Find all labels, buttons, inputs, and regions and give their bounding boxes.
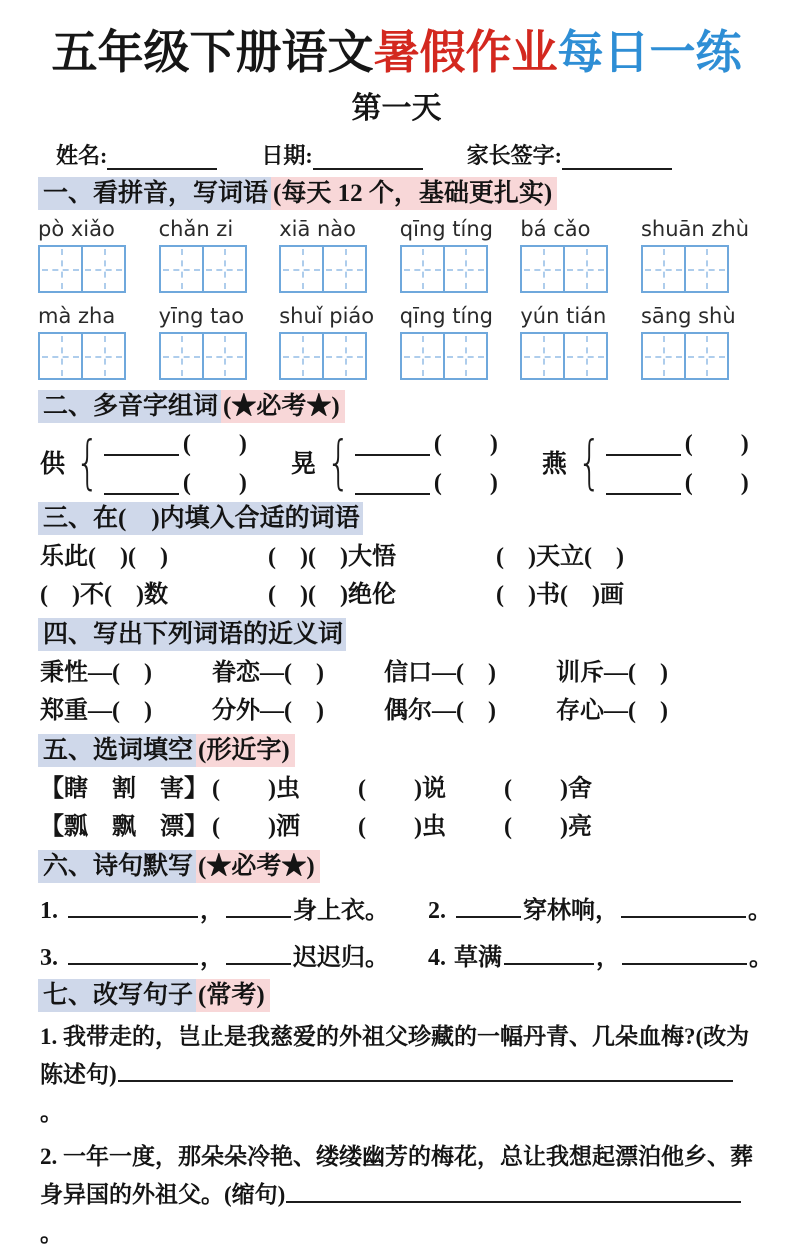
pinyin-label: yún tián bbox=[520, 303, 607, 328]
rewrite-item-number: 1. bbox=[40, 1024, 58, 1050]
writing-box-cell[interactable] bbox=[161, 334, 202, 378]
synonym-item[interactable]: 信口—( ) bbox=[384, 660, 496, 687]
pinyin-label: yīng tao bbox=[158, 303, 245, 328]
writing-box-pair[interactable] bbox=[641, 245, 729, 293]
name-field bbox=[56, 139, 217, 170]
pinyin-label: qīng tíng bbox=[399, 303, 493, 328]
multi-pronunciation-row bbox=[40, 429, 755, 495]
idiom-fill-item[interactable]: ( )( )大悟 bbox=[268, 544, 396, 571]
poem-item-number: 1. bbox=[40, 898, 58, 925]
pinyin-item bbox=[279, 216, 393, 293]
poem-text: 身上衣。 bbox=[293, 898, 389, 925]
rewrite-item-number: 2. bbox=[40, 1144, 58, 1170]
poem-text: 。 bbox=[749, 945, 773, 972]
poem-text: 。 bbox=[748, 898, 772, 925]
parent-signature-field bbox=[467, 139, 672, 170]
multichar-blank-row bbox=[104, 468, 247, 495]
writing-box-cell[interactable] bbox=[402, 247, 443, 291]
word-choice-item[interactable]: ( )说 bbox=[358, 776, 446, 803]
name-label: 姓名: bbox=[56, 142, 108, 168]
writing-box-cell[interactable] bbox=[402, 334, 443, 378]
poem-text: 迟迟归。 bbox=[293, 945, 389, 972]
section5-heading bbox=[38, 734, 755, 768]
word-choice-row bbox=[40, 812, 755, 842]
section1-heading bbox=[38, 177, 755, 211]
pinyin-label: qīng tíng bbox=[399, 216, 493, 241]
title-segment-red: 暑假作业 bbox=[373, 25, 558, 79]
multichar-character: 燕 bbox=[541, 451, 567, 479]
pinyin-item bbox=[520, 216, 634, 293]
writing-box-pair[interactable] bbox=[279, 332, 367, 380]
idiom-fill-row bbox=[40, 542, 755, 572]
poem-blank-line[interactable] bbox=[621, 891, 746, 918]
writing-box-pair[interactable] bbox=[400, 245, 488, 293]
rewrite-sentence: 一年一度，那朵朵冷艳、缕缕幽芳的梅花，总让我想起漂泊他乡、葬身异国的外祖父。(缩句) bbox=[40, 1144, 753, 1208]
writing-box-pair[interactable] bbox=[159, 245, 247, 293]
multichar-blank-row bbox=[606, 429, 749, 456]
pinyin-label: mà zha bbox=[38, 303, 116, 328]
section6-heading-main: 六、诗句默写 bbox=[38, 850, 196, 883]
writing-box-pair[interactable] bbox=[400, 332, 488, 380]
section2-heading bbox=[38, 390, 755, 424]
pinyin-label: sāng shù bbox=[640, 303, 736, 328]
word-blank-line[interactable] bbox=[104, 429, 179, 456]
poem-text: 草满 bbox=[454, 945, 502, 972]
pinyin-label: shuān zhù bbox=[640, 216, 750, 241]
pinyin-row-1 bbox=[38, 216, 755, 293]
pinyin-item bbox=[400, 303, 514, 380]
poem-item-3 bbox=[40, 937, 428, 972]
rewrite-sentence: 我带走的，岂止是我慈爱的外祖父珍藏的一幅丹青、几朵血梅?(改为陈述句) bbox=[40, 1024, 750, 1088]
poem-blank-line[interactable] bbox=[504, 938, 594, 965]
paren-blank[interactable]: ( ) bbox=[684, 431, 749, 458]
synonym-item[interactable]: 分外—( ) bbox=[212, 698, 324, 725]
brace-glyph: { bbox=[75, 428, 100, 497]
writing-box-pair[interactable] bbox=[279, 245, 367, 293]
idiom-fill-item[interactable]: ( )( )绝伦 bbox=[268, 582, 396, 609]
word-choice-item[interactable]: ( )虫 bbox=[358, 814, 446, 841]
synonym-item[interactable]: 眷恋—( ) bbox=[212, 660, 324, 687]
section5-heading-note: (形近字) bbox=[196, 734, 295, 767]
rewrite-period: 。 bbox=[40, 1100, 63, 1126]
pinyin-label: bá cǎo bbox=[520, 216, 591, 241]
multichar-group-yan bbox=[542, 429, 749, 495]
multichar-blank-row bbox=[104, 429, 247, 456]
rewrite-item-2 bbox=[40, 1138, 755, 1252]
writing-box-pair[interactable] bbox=[520, 245, 608, 293]
synonym-item[interactable]: 训斥—( ) bbox=[556, 660, 668, 687]
writing-box-pair[interactable] bbox=[38, 332, 126, 380]
section6-heading-note: (★必考★) bbox=[196, 850, 320, 883]
word-choice-row bbox=[40, 774, 755, 804]
brace-glyph: { bbox=[326, 428, 351, 497]
writing-box-pair[interactable] bbox=[38, 245, 126, 293]
writing-box-cell[interactable] bbox=[643, 247, 684, 291]
pinyin-item bbox=[400, 216, 514, 293]
title-segment-blue: 每日一练 bbox=[557, 25, 742, 79]
poem-blank-line[interactable] bbox=[456, 891, 521, 918]
synonym-item[interactable]: 存心—( ) bbox=[556, 698, 668, 725]
poem-item-4 bbox=[428, 937, 773, 972]
paren-blank[interactable]: ( ) bbox=[433, 470, 498, 497]
writing-box-cell[interactable] bbox=[322, 334, 365, 378]
poem-blank-line[interactable] bbox=[622, 938, 747, 965]
multichar-blanks bbox=[104, 429, 247, 495]
paren-blank[interactable]: ( ) bbox=[684, 470, 749, 497]
pinyin-item bbox=[38, 303, 152, 380]
poem-item-1 bbox=[40, 890, 428, 925]
pinyin-item bbox=[641, 303, 755, 380]
word-blank-line[interactable] bbox=[355, 429, 430, 456]
pinyin-item bbox=[520, 303, 634, 380]
parent-signature-label: 家长签字: bbox=[466, 142, 562, 168]
section2-heading-main: 二、多音字组词 bbox=[38, 390, 221, 423]
section7-heading-main: 七、改写句子 bbox=[38, 979, 196, 1012]
pinyin-label: chǎn zi bbox=[158, 216, 234, 241]
paren-blank[interactable]: ( ) bbox=[433, 431, 498, 458]
rewrite-blank-line[interactable] bbox=[286, 1176, 741, 1202]
poem-text: ， bbox=[200, 945, 224, 972]
pinyin-item bbox=[279, 303, 393, 380]
synonym-item[interactable]: 秉性—( ) bbox=[40, 660, 152, 687]
poem-item-number: 4. bbox=[428, 945, 446, 972]
writing-box-cell[interactable] bbox=[161, 247, 202, 291]
poem-blank-line[interactable] bbox=[68, 891, 198, 918]
section1-heading-note: (每天 12 个，基础更扎实) bbox=[271, 177, 557, 210]
section5-heading-main: 五、选词填空 bbox=[38, 734, 196, 767]
word-blank-line[interactable] bbox=[606, 468, 681, 495]
rewrite-item-1 bbox=[40, 1018, 755, 1132]
multichar-blank-row bbox=[355, 429, 498, 456]
word-choice-bracket: 【瞎 割 害】 bbox=[40, 776, 208, 803]
pinyin-item bbox=[159, 303, 273, 380]
idiom-fill-row bbox=[40, 580, 755, 610]
writing-box-cell[interactable] bbox=[81, 247, 124, 291]
idiom-fill-item[interactable]: ( )不( )数 bbox=[40, 582, 168, 609]
date-blank-line[interactable] bbox=[313, 145, 423, 170]
pinyin-item bbox=[641, 216, 755, 293]
section3-heading-main: 三、在( )内填入合适的词语 bbox=[38, 502, 363, 535]
writing-box-cell[interactable] bbox=[684, 247, 727, 291]
section4-heading bbox=[38, 618, 755, 652]
pinyin-label: xiā nào bbox=[279, 216, 357, 241]
poem-blank-line[interactable] bbox=[68, 938, 198, 965]
multichar-blank-row bbox=[606, 468, 749, 495]
writing-box-cell[interactable] bbox=[322, 247, 365, 291]
multichar-group-huang bbox=[291, 429, 498, 495]
poem-text: ， bbox=[200, 898, 224, 925]
brace-glyph: { bbox=[577, 428, 602, 497]
multichar-character: 供 bbox=[40, 451, 66, 479]
synonym-row bbox=[40, 658, 755, 688]
section6-heading bbox=[38, 850, 755, 884]
date-field bbox=[261, 139, 422, 170]
poem-blank-line[interactable] bbox=[226, 891, 291, 918]
writing-box-cell[interactable] bbox=[281, 334, 322, 378]
poem-item-number: 3. bbox=[40, 945, 58, 972]
writing-box-cell[interactable] bbox=[281, 247, 322, 291]
multichar-group-gong bbox=[40, 429, 247, 495]
word-choice-item[interactable]: ( )虫 bbox=[212, 776, 300, 803]
page-title bbox=[38, 26, 755, 79]
writing-box-pair[interactable] bbox=[159, 332, 247, 380]
name-blank-line[interactable] bbox=[107, 145, 217, 170]
poem-item-2 bbox=[428, 890, 773, 925]
writing-box-cell[interactable] bbox=[563, 247, 606, 291]
idiom-fill-item[interactable]: ( )书( )画 bbox=[496, 582, 624, 609]
synonym-item[interactable]: 郑重—( ) bbox=[40, 698, 152, 725]
poem-item-number: 2. bbox=[428, 898, 446, 925]
paren-blank[interactable]: ( ) bbox=[182, 470, 247, 497]
section1-heading-main: 一、看拼音，写词语 bbox=[38, 177, 271, 210]
pinyin-item bbox=[38, 216, 152, 293]
synonym-row bbox=[40, 696, 755, 726]
day-title: 第一天 bbox=[351, 91, 442, 125]
poem-text: ， bbox=[596, 945, 620, 972]
synonym-item[interactable]: 偶尔—( ) bbox=[384, 698, 496, 725]
paren-blank[interactable]: ( ) bbox=[182, 431, 247, 458]
multichar-character: 晃 bbox=[290, 451, 316, 479]
writing-box-cell[interactable] bbox=[522, 334, 563, 378]
writing-box-cell[interactable] bbox=[643, 334, 684, 378]
word-choice-item[interactable]: ( )舍 bbox=[504, 776, 592, 803]
pinyin-row-2 bbox=[38, 303, 755, 380]
idiom-fill-item[interactable]: ( )天立( ) bbox=[496, 544, 624, 571]
section3-heading bbox=[38, 502, 755, 536]
writing-box-cell[interactable] bbox=[443, 334, 486, 378]
rewrite-blank-line[interactable] bbox=[118, 1056, 733, 1082]
writing-box-cell[interactable] bbox=[684, 334, 727, 378]
writing-box-cell[interactable] bbox=[40, 247, 81, 291]
pinyin-label: shuǐ piáo bbox=[279, 303, 375, 328]
writing-box-cell[interactable] bbox=[202, 247, 245, 291]
multichar-blanks bbox=[355, 429, 498, 495]
multichar-blanks bbox=[606, 429, 749, 495]
writing-box-cell[interactable] bbox=[563, 334, 606, 378]
writing-box-cell[interactable] bbox=[81, 334, 124, 378]
poem-text: 穿林响， bbox=[523, 898, 619, 925]
rewrite-period: 。 bbox=[40, 1220, 63, 1246]
word-blank-line[interactable] bbox=[355, 468, 430, 495]
word-choice-item[interactable]: ( )亮 bbox=[504, 814, 592, 841]
parent-signature-blank-line[interactable] bbox=[562, 145, 672, 170]
writing-box-cell[interactable] bbox=[522, 247, 563, 291]
writing-box-cell[interactable] bbox=[443, 247, 486, 291]
pinyin-item bbox=[159, 216, 273, 293]
writing-box-pair[interactable] bbox=[641, 332, 729, 380]
writing-box-cell[interactable] bbox=[202, 334, 245, 378]
section7-heading bbox=[38, 979, 755, 1013]
info-row bbox=[38, 139, 755, 170]
writing-box-pair[interactable] bbox=[520, 332, 608, 380]
date-label: 日期: bbox=[261, 142, 313, 168]
poem-dictation-grid bbox=[40, 890, 773, 972]
multichar-blank-row bbox=[355, 468, 498, 495]
title-segment-black: 五年级下册语文 bbox=[51, 25, 374, 79]
pinyin-label: pò xiǎo bbox=[38, 216, 115, 241]
idiom-fill-item[interactable]: 乐此( )( ) bbox=[40, 544, 168, 571]
section2-heading-note: (★必考★) bbox=[221, 390, 345, 423]
writing-box-cell[interactable] bbox=[40, 334, 81, 378]
poem-blank-line[interactable] bbox=[226, 938, 291, 965]
word-choice-bracket: 【瓢 飘 漂】 bbox=[40, 814, 208, 841]
section4-heading-main: 四、写出下列词语的近义词 bbox=[38, 618, 346, 651]
section7-heading-note: (常考) bbox=[196, 979, 270, 1012]
word-blank-line[interactable] bbox=[606, 429, 681, 456]
word-blank-line[interactable] bbox=[104, 468, 179, 495]
word-choice-item[interactable]: ( )洒 bbox=[212, 814, 300, 841]
